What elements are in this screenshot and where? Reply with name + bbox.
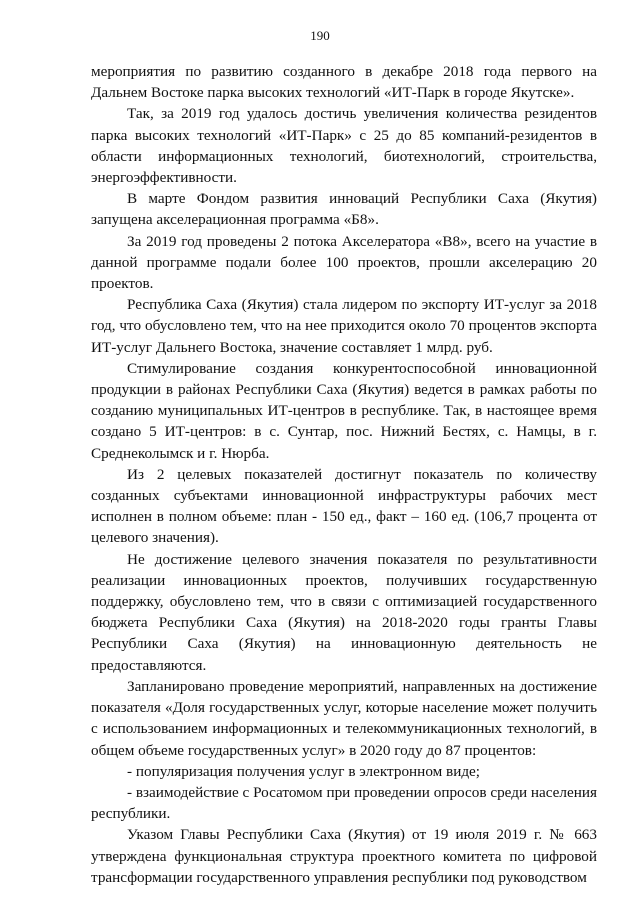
page-number: 190 (310, 28, 330, 43)
paragraph: Запланировано проведение мероприятий, направленных на достижение показателя «Доля государственных услуг, которые население может получить с использованием информационных и телекоммуникационных технологий, в общем объеме государственных услуг» в 2020 году до 87 процентов: (91, 677, 597, 759)
paragraph: Так, за 2019 год удалось достичь увеличения количества резидентов парка высоких технологий «ИТ-Парк» с 25 до 85 компаний-резидентов в области информационных технологий, биотехнологий, строительства, энергоэффективности. (91, 105, 597, 187)
paragraph: В марте Фондом развития инноваций Республики Саха (Якутия) запущена акселерационная программа «Б8». (91, 190, 597, 229)
paragraph: Не достижение целевого значения показателя по результативности реализации инновационных проектов, получивших государственную поддержку, обусловлено тем, что в связи с оптимизацией государственного бюджета Республики Саха (Якутия) на 2018-2020 годы гранты Главы Республики Саха (Якутия) на инновационную деятельность не предоставляются. (91, 550, 597, 674)
paragraph: Стимулирование создания конкурентоспособной инновационной продукции в районах Республики Саха (Якутия) ведется в рамках работы по созданию муниципальных ИТ-центров в республике. Так, в настоящее время создано 5 ИТ-центров: в с. Сунтар, пос. Нижний Бестях, с. Намцы, в г. Среднеколымск и г. Нюрба. (91, 359, 597, 462)
list-item: - популяризация получения услуг в электронном виде; (127, 762, 481, 780)
paragraph: За 2019 год проведены 2 потока Акселератора «В8», всего на участие в данной программе подали более 100 проектов, прошли акселерацию 20 проектов. (91, 232, 597, 293)
paragraph: Республика Саха (Якутия) стала лидером по экспорту ИТ-услуг за 2018 год, что обусловлено тем, что на нее приходится около 70 процентов экспорта ИТ-услуг Дальнего Востока, значение составляет 1 млрд. руб. (91, 296, 597, 356)
document-body (91, 61, 597, 888)
paragraph: мероприятия по развитию созданного в декабре 2018 года первого на Дальнем Востоке парка высоких технологий «ИТ-Парк в городе Якутске». (91, 63, 597, 102)
list-item: - взаимодействие с Росатомом при проведении опросов среди населения республики. (91, 783, 597, 823)
paragraph: Из 2 целевых показателей достигнут показатель по количеству созданных субъектами инновационной инфраструктуры рабочих мест исполнен в полном объеме: план - 150 ед., факт – 160 ед. (106,7 процента от целевого значения). (91, 465, 597, 547)
paragraph: Указом Главы Республики Саха (Якутия) от 19 июля 2019 г. № 663 утверждена функциональная структура проектного комитета по цифровой трансформации государственного управления республики под руководством (91, 826, 597, 886)
